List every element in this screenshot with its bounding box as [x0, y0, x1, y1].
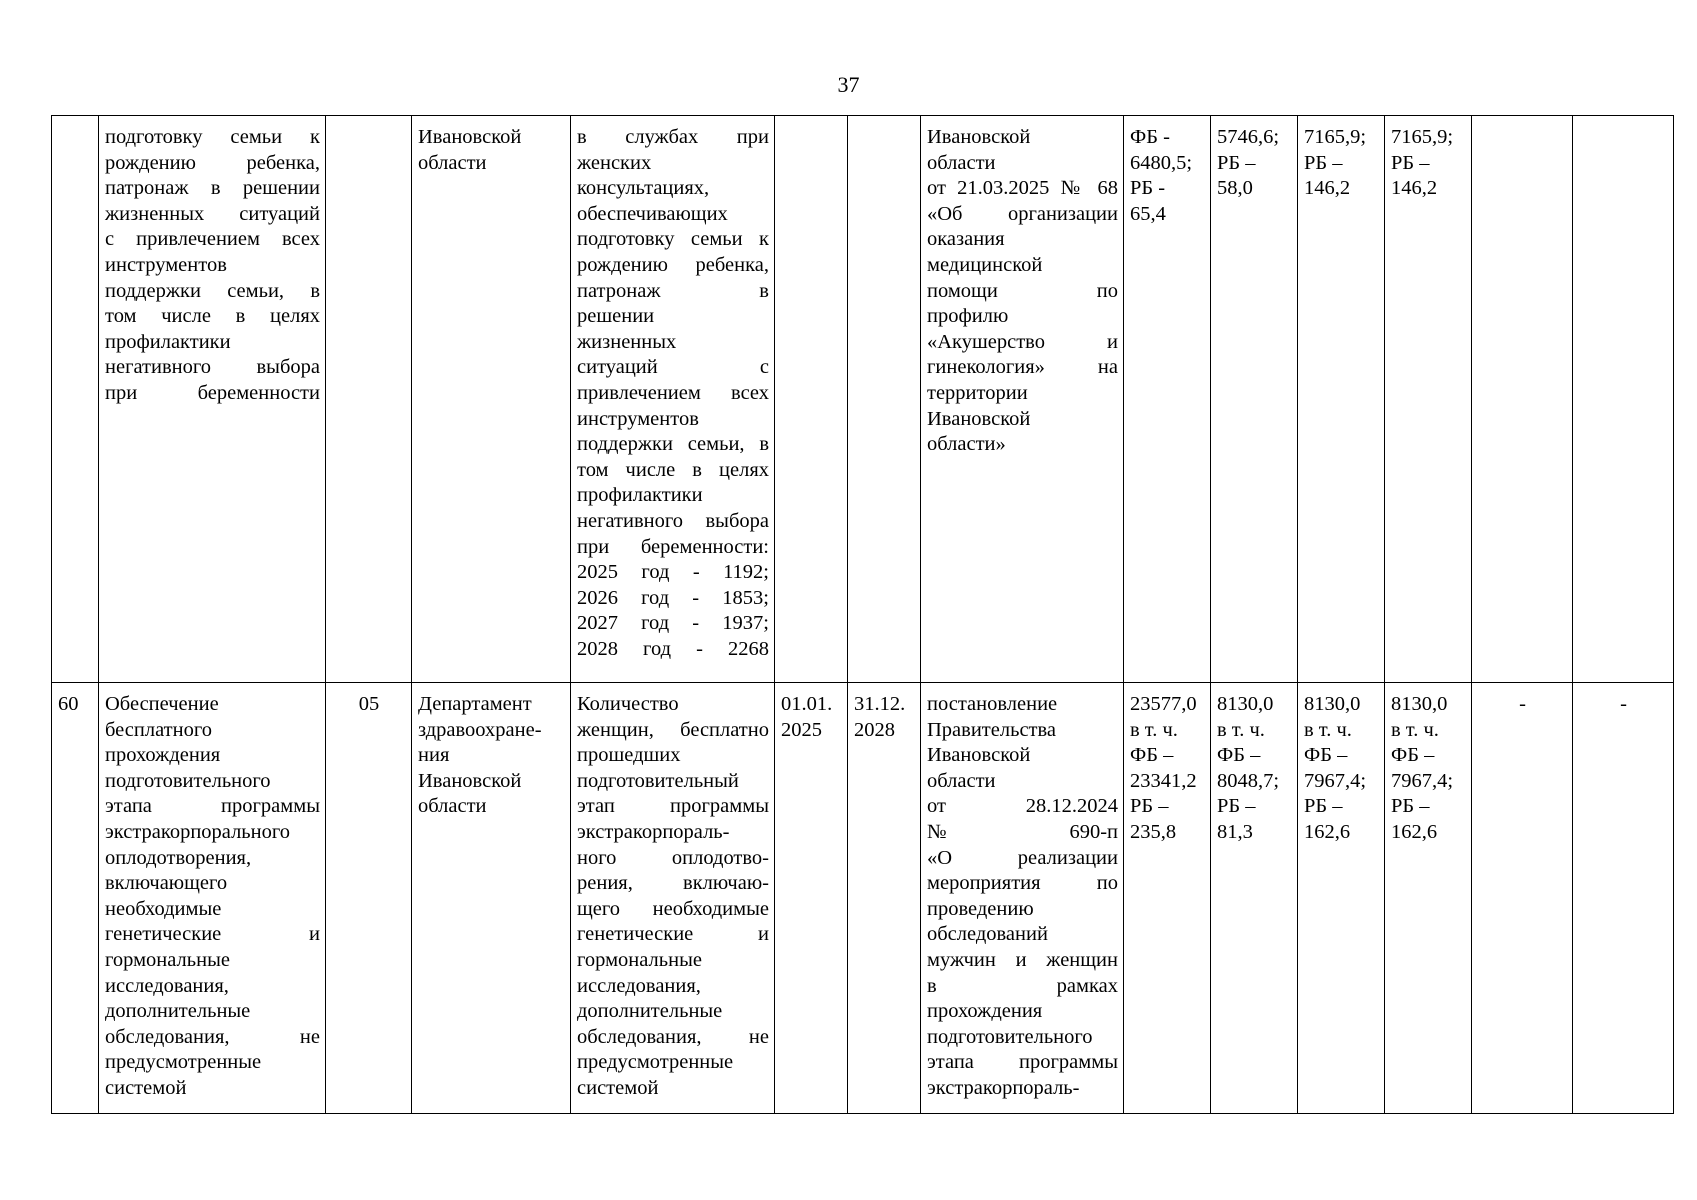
cell-line: 7165,9; [1304, 126, 1367, 148]
cell-line: профилактики [105, 330, 231, 353]
cell-line: том числе в целях [105, 305, 320, 328]
executor-cell [412, 683, 571, 1114]
funding-2026-cell [1211, 116, 1298, 683]
funding-2028-cell [1385, 683, 1472, 1114]
program-table [51, 115, 1674, 1114]
cell-line: от 21.03.2025 № 68 [927, 177, 1118, 200]
column-12-cell: - [1472, 683, 1573, 1114]
cell-line: этапа программы [927, 1051, 1118, 1074]
cell-line: области [418, 795, 487, 818]
cell-line: в рамках [927, 974, 1118, 997]
cell-line: обследования, не [577, 1025, 769, 1048]
document-cell [921, 116, 1124, 683]
cell-line: № 690-п [927, 820, 1118, 843]
cell-line: исследования, [105, 974, 229, 997]
cell-line: 31.12. [854, 693, 906, 715]
cell-line: подготовительный [577, 769, 739, 792]
cell-line: 162,6 [1304, 820, 1351, 843]
cell-line: женщин, бесплатно [577, 718, 769, 741]
cell-line: прохождения [105, 744, 221, 767]
end-date-cell [848, 116, 921, 683]
cell-line: медицинской [927, 253, 1043, 276]
cell-line: 7967,4; [1391, 769, 1454, 792]
cell-line: области [418, 151, 487, 174]
table-row [52, 683, 1674, 1114]
cell-line: ФБ – [1130, 744, 1174, 767]
cell-line: «Акушерство и [927, 330, 1118, 353]
cell-line: подготовительного [105, 769, 271, 792]
cell-line: мероприятия по [927, 872, 1118, 895]
cell-line: Количество [577, 693, 679, 715]
cell-line: дополнительные [105, 1000, 251, 1023]
cell-line: в т. ч. [1130, 718, 1178, 741]
cell-line: с привлечением всех [105, 228, 320, 251]
cell-line: гинекология» на [927, 356, 1118, 379]
cell-line: мужчин и женщин [927, 948, 1118, 971]
cell-line: гормональные [577, 948, 702, 971]
cell-line: профилактики [577, 484, 703, 507]
cell-line: Обеспечение [105, 693, 219, 715]
cell-line: РБ – [1304, 151, 1343, 174]
cell-line: Ивановской [418, 126, 522, 148]
page-number: 37 [837, 72, 860, 97]
cell-line: РБ – [1391, 151, 1430, 174]
funding-2027-cell [1298, 683, 1385, 1114]
cell-line: жизненных [577, 330, 677, 353]
cell-line: 2028 [854, 718, 895, 741]
cell-line: РБ – [1304, 795, 1343, 818]
cell-line: подготовительного [927, 1025, 1093, 1048]
cell-line: консультациях, [577, 177, 710, 200]
cell-line: инструментов [105, 253, 227, 276]
total-funding-cell [1124, 683, 1211, 1114]
cell-line: РБ – [1217, 795, 1256, 818]
cell-line: 162,6 [1391, 820, 1438, 843]
cell-line: ситуаций с [577, 356, 769, 379]
cell-line: в службах при [577, 126, 769, 148]
funding-2028-cell [1385, 116, 1472, 683]
cell-line: РБ – [1130, 795, 1169, 818]
cell-line: 2025 [781, 718, 822, 741]
cell-line: подготовку семьи к [105, 126, 320, 148]
cell-line: ФБ - [1130, 126, 1170, 148]
cell-line: 8130,0 [1217, 693, 1274, 715]
cell-line: 8048,7; [1217, 769, 1280, 792]
cell-line: рождению ребенка, [105, 151, 320, 174]
cell-line: в т. ч. [1217, 718, 1265, 741]
cell-line: предусмотренные [105, 1051, 262, 1074]
cell-line: 146,2 [1304, 177, 1351, 200]
cell-line: РБ - [1130, 177, 1166, 200]
cell-line: обеспечивающих [577, 202, 728, 225]
cell-line: экстракорпорального [105, 820, 291, 843]
table-row [52, 116, 1674, 683]
cell-line: инструментов [577, 407, 699, 430]
cell-line: оплодотворения, [105, 846, 252, 869]
cell-line: ФБ – [1304, 744, 1348, 767]
cell-line: подготовку семьи к [577, 228, 769, 251]
cell-line: генетические и [105, 923, 320, 946]
cell-line: 01.01. [781, 693, 833, 715]
executor-cell [412, 116, 571, 683]
cell-line: 2026 год - 1853; [577, 586, 769, 609]
cell-line: женских [577, 151, 652, 174]
cell-line: исследования, [577, 974, 701, 997]
cell-line: 8130,0 [1304, 693, 1361, 715]
cell-line: РБ – [1217, 151, 1256, 174]
cell-line: Ивановской [927, 744, 1031, 767]
cell-line: ФБ – [1391, 744, 1435, 767]
row-number-cell: 60 [52, 683, 99, 1114]
code-cell: 05 [326, 683, 412, 1114]
cell-line: 5746,6; [1217, 126, 1280, 148]
cell-line: 2028 год - 2268 [577, 637, 769, 660]
cell-line: проведению [927, 897, 1034, 920]
end-date-cell [848, 683, 921, 1114]
cell-line: Ивановской [927, 407, 1031, 430]
cell-line: системой [577, 1076, 659, 1099]
cell-line: оказания [927, 228, 1005, 251]
cell-line: обследования, не [105, 1025, 320, 1048]
cell-line: привлечением всех [577, 381, 769, 404]
cell-line: рения, включаю- [577, 872, 769, 895]
cell-line: 2027 год - 1937; [577, 612, 769, 635]
cell-line: области [927, 769, 996, 792]
cell-line: том числе в целях [577, 458, 769, 481]
cell-line: здравоохране- [418, 718, 542, 741]
cell-line: 8130,0 [1391, 693, 1448, 715]
cell-line: щего необходимые [577, 897, 769, 920]
total-funding-cell [1124, 116, 1211, 683]
cell-line: в т. ч. [1304, 718, 1352, 741]
cell-line: 7967,4; [1304, 769, 1367, 792]
cell-line: постановление [927, 693, 1058, 715]
cell-line: при беременности [105, 381, 320, 404]
cell-line: 23341,2 [1130, 769, 1197, 792]
cell-line: решении [577, 305, 655, 328]
funding-2026-cell [1211, 683, 1298, 1114]
start-date-cell [775, 683, 848, 1114]
cell-line: системой [105, 1076, 187, 1099]
cell-line: патронаж в [577, 279, 769, 302]
cell-line: экстракорпораль- [927, 1076, 1080, 1099]
cell-line: генетические и [577, 923, 769, 946]
cell-line: в т. ч. [1391, 718, 1439, 741]
cell-line: 81,3 [1217, 820, 1253, 843]
cell-line: патронаж в решении [105, 177, 320, 200]
cell-line: этап программы [577, 795, 769, 818]
measure-cell [99, 116, 326, 683]
cell-line: 7165,9; [1391, 126, 1454, 148]
cell-line: ФБ – [1217, 744, 1261, 767]
indicator-cell [571, 683, 775, 1114]
cell-line: дополнительные [577, 1000, 723, 1023]
cell-line: этапа программы [105, 795, 320, 818]
cell-line: Ивановской [927, 126, 1031, 148]
cell-line: поддержки семьи, в [105, 279, 320, 302]
cell-line: «Об организации [927, 202, 1118, 225]
cell-line: РБ – [1391, 795, 1430, 818]
cell-line: негативного выбора [105, 356, 320, 379]
cell-line: «О реализации [927, 846, 1118, 869]
cell-line: поддержки семьи, в [577, 433, 769, 456]
cell-line: профилю [927, 305, 1009, 328]
column-12-cell [1472, 116, 1573, 683]
cell-line: 6480,5; [1130, 151, 1193, 174]
cell-line: бесплатного [105, 718, 212, 741]
cell-line: Департамент [418, 693, 532, 715]
cell-line: включающего [105, 872, 228, 895]
start-date-cell [775, 116, 848, 683]
cell-line: экстракорпораль- [577, 820, 730, 843]
cell-line: прошедших [577, 744, 681, 767]
funding-2027-cell [1298, 116, 1385, 683]
cell-line: ного оплодотво- [577, 846, 769, 869]
cell-line: гормональные [105, 948, 230, 971]
cell-line: рождению ребенка, [577, 253, 769, 276]
column-13-cell [1573, 116, 1674, 683]
code-cell [326, 116, 412, 683]
document-cell [921, 683, 1124, 1114]
cell-line: при беременности: [577, 535, 769, 558]
cell-line: от 28.12.2024 [927, 795, 1118, 818]
indicator-cell [571, 116, 775, 683]
cell-line: Правительства [927, 718, 1057, 741]
column-13-cell: - [1573, 683, 1674, 1114]
cell-line: 65,4 [1130, 202, 1166, 225]
cell-line: необходимые [105, 897, 222, 920]
row-number-cell [52, 116, 99, 683]
cell-line: прохождения [927, 1000, 1043, 1023]
cell-line: территории [927, 381, 1028, 404]
cell-line: ния [418, 744, 450, 767]
cell-line: 235,8 [1130, 820, 1177, 843]
cell-line: области» [927, 433, 1006, 456]
cell-line: области [927, 151, 996, 174]
cell-line: жизненных ситуаций [105, 202, 320, 225]
cell-line: Ивановской [418, 769, 522, 792]
cell-line: 58,0 [1217, 177, 1253, 200]
cell-line: обследований [927, 923, 1048, 946]
cell-line: предусмотренные [577, 1051, 734, 1074]
cell-line: негативного выбора [577, 509, 769, 532]
cell-line: 146,2 [1391, 177, 1438, 200]
measure-cell [99, 683, 326, 1114]
cell-line: 2025 год - 1192; [577, 561, 769, 584]
cell-line: помощи по [927, 279, 1118, 302]
cell-line: 23577,0 [1130, 693, 1197, 715]
